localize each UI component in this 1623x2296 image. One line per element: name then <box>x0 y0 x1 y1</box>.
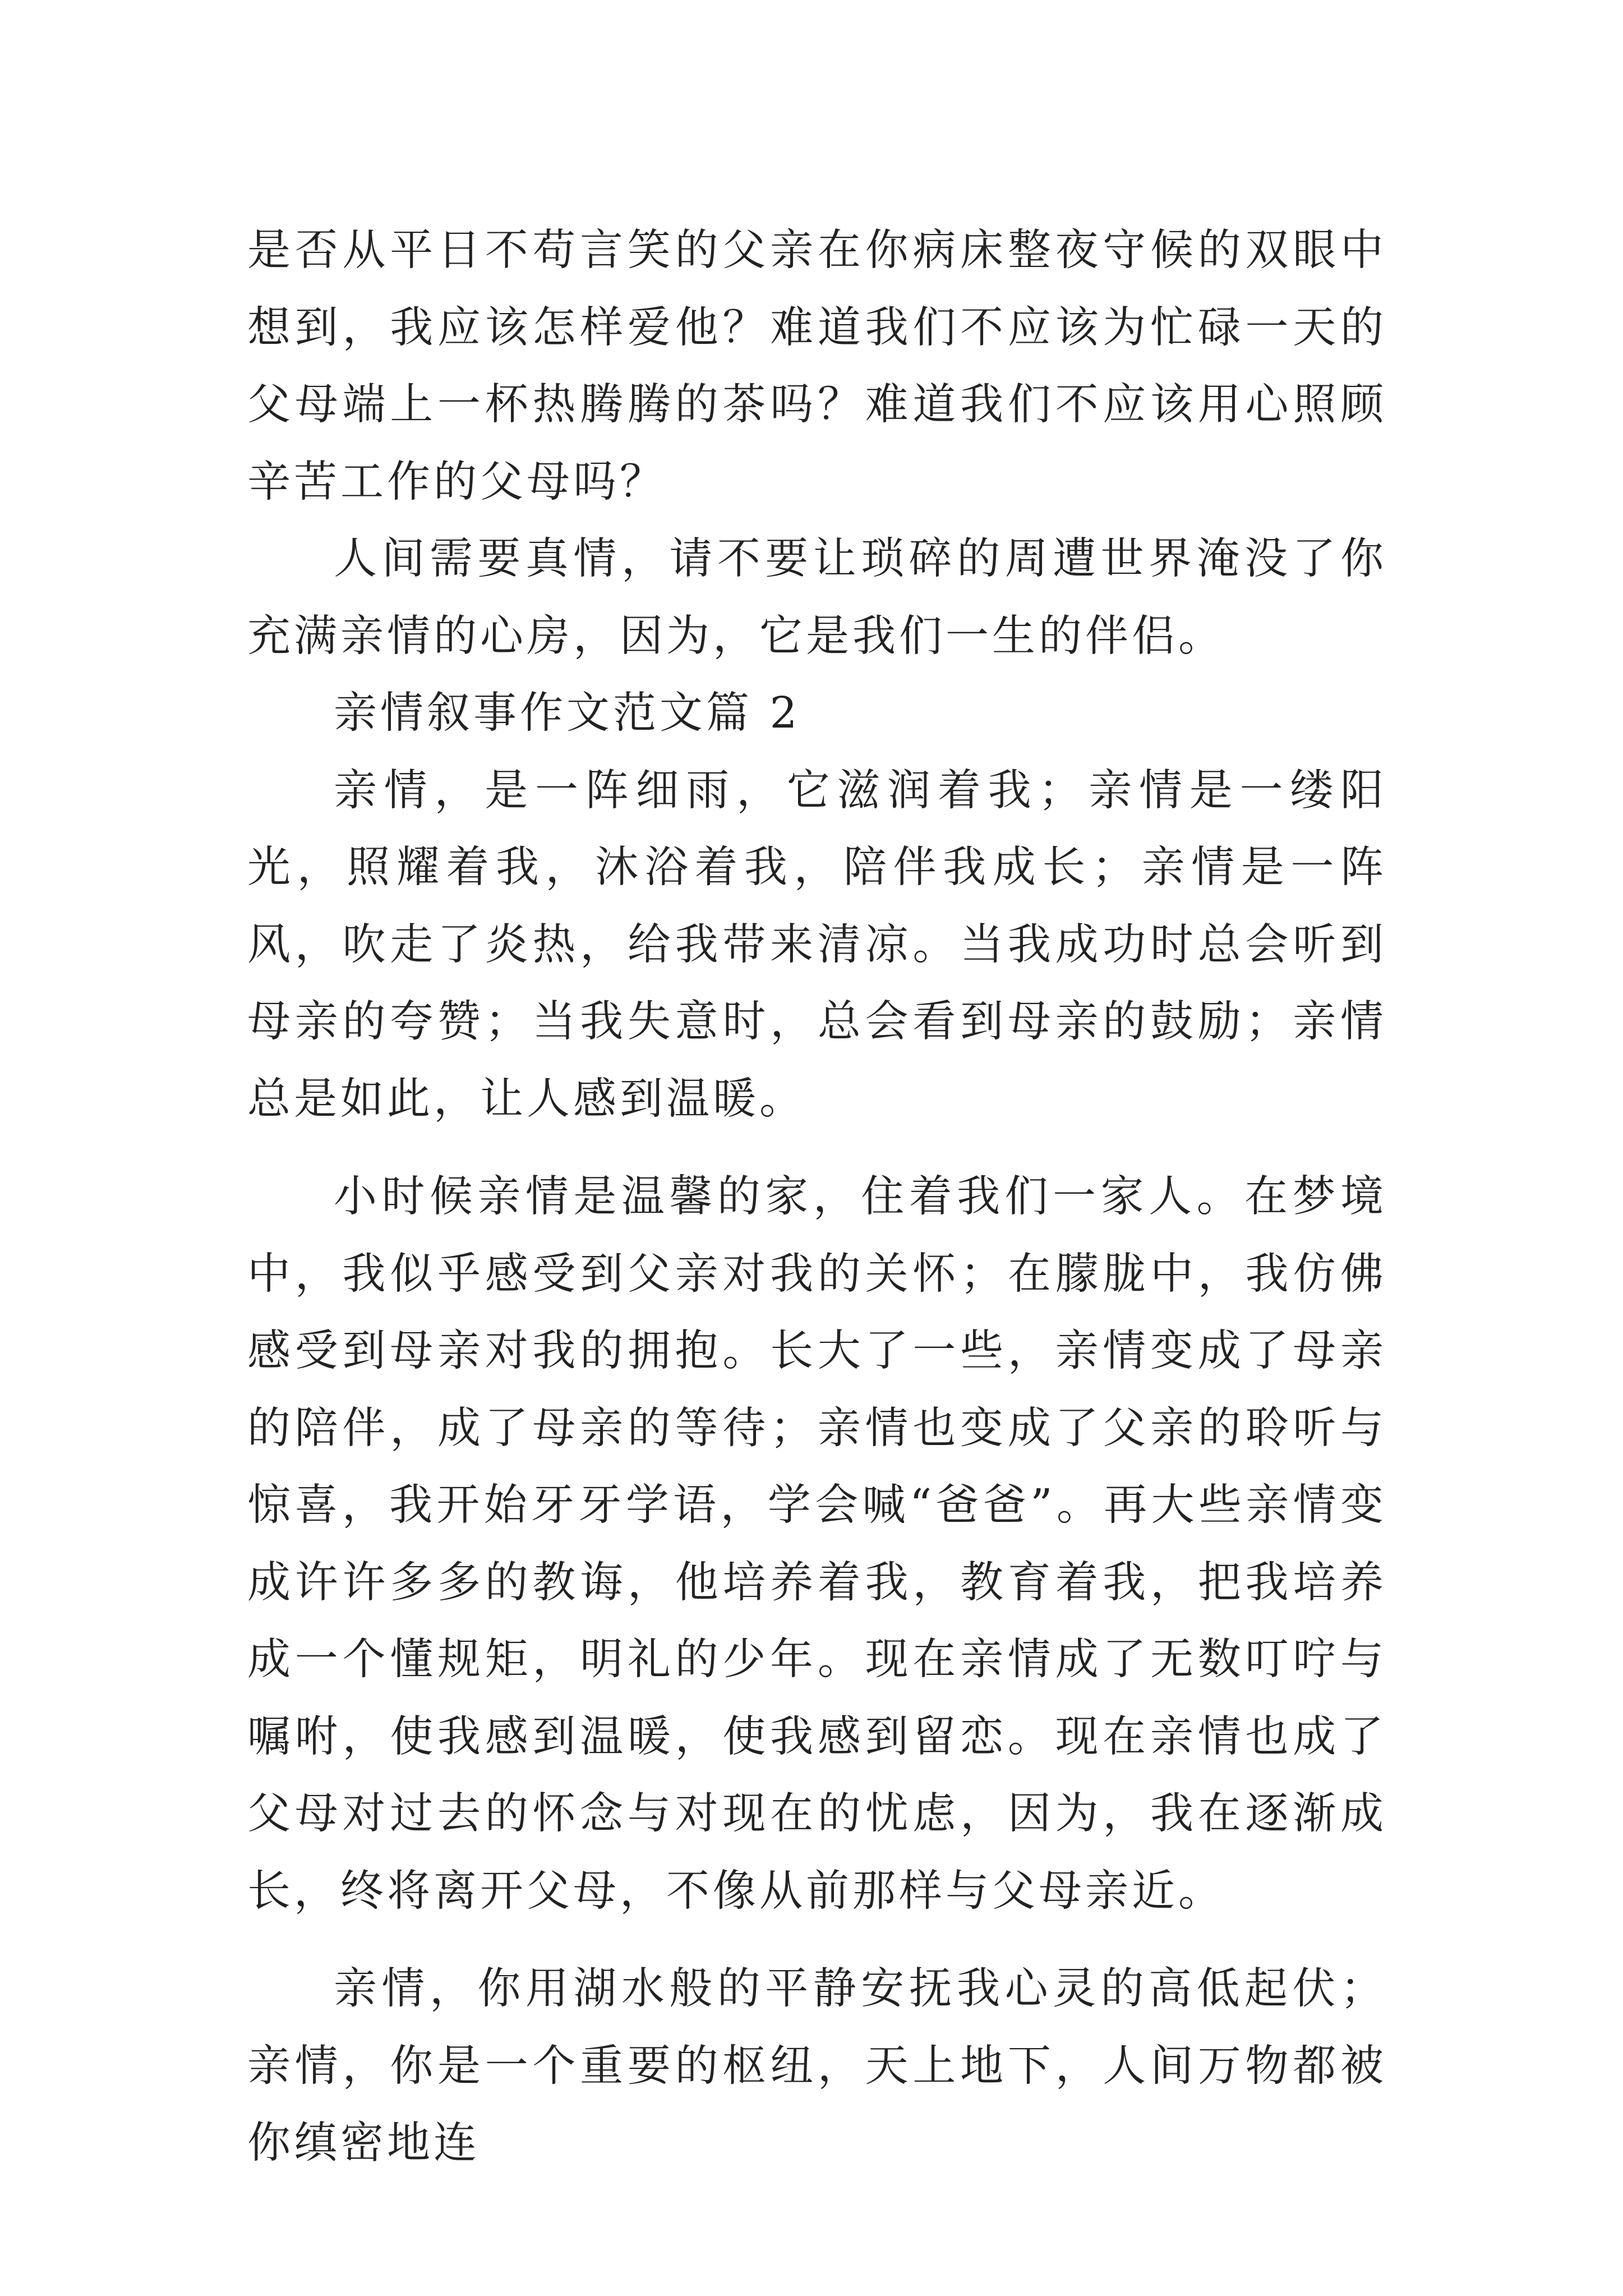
paragraph-1: 是否从平日不苟言笑的父亲在你病床整夜守候的双眼中想到，我应该怎样爱他？难道我们不应该为忙碌一天的父母端上一杯热腾腾的茶吗？难道我们不应该用心照顾辛苦工作的父母吗？ <box>247 226 1387 507</box>
document-body <box>247 212 1387 2182</box>
paragraph-5: 亲情，你用湖水般的平静安抚我心灵的高低起伏；亲情，你是一个重要的枢纽，天上地下，人间万物都被你缜密地连 <box>247 1964 1387 2168</box>
paragraph-3: 亲情，是一阵细雨，它滋润着我；亲情是一缕阳光，照耀着我，沐浴着我，陪伴我成长；亲情是一阵风，吹走了炎热，给我带来清凉。当我成功时总会听到母亲的夸赞；当我失意时，总会看到母亲的鼓励；亲情总是如此，让人感到温暖。 <box>247 765 1387 1124</box>
paragraph-4: 小时候亲情是温馨的家，住着我们一家人。在梦境中，我似乎感受到父亲对我的关怀；在朦胧中，我仿佛感受到母亲对我的拥抱。长大了一些，亲情变成了母亲的陪伴，成了母亲的等待；亲情也变成了父亲的聆听与惊喜，我开始牙牙学语，学会喊“爸爸”。再大些亲情变成许许多多的教诲，他培养着我，教育着我，把我培养成一个懂规矩，明礼的少年。现在亲情成了无数叮咛与嘱咐，使我感到温暖，使我感到留恋。现在亲情也成了父母对过去的怀念与对现在的忧虑，因为，我在逐渐成长，终将离开父母，不像从前那样与父母亲近。 <box>247 1172 1387 1916</box>
section-heading: 亲情叙事作文范文篇 2 <box>334 688 801 738</box>
paragraph-2: 人间需要真情，请不要让琐碎的周遭世界淹没了你充满亲情的心房，因为，它是我们一生的伴侣。 <box>247 534 1387 661</box>
